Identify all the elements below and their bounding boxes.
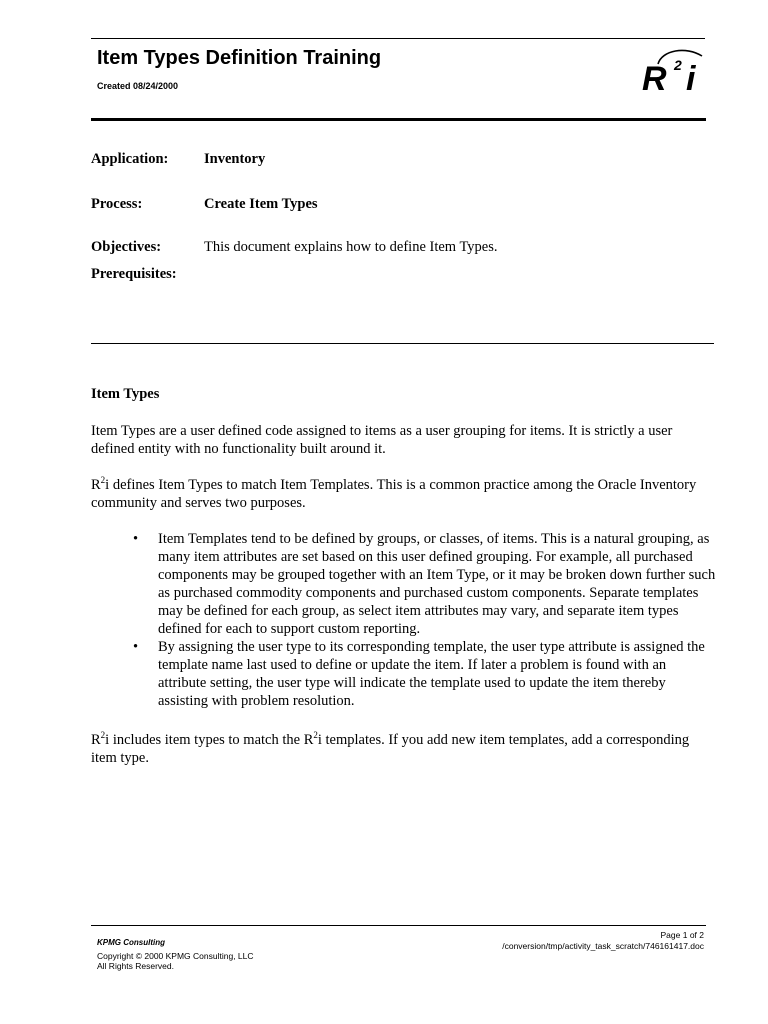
bullet-text: Item Templates tend to be defined by groups, or classes, of items. This is a natural grouping, as many item attributes are set based on this user defined grouping. For example, all purchased components may be grouped together with an Item Type, or it may be broken down further such as purchased commodity components and purchased custom components. Separate templates may be defined for each group, as select item attributes may vary, and separate item types defined for each to support custom reporting. [158, 531, 716, 637]
paragraph-3-text-b: i templates. If you add new item templates, add a corresponding item type. [91, 732, 690, 766]
r2i-r: R [91, 477, 101, 493]
document-title: Item Types Definition Training [97, 47, 382, 69]
objectives-value: This document explains how to define Item Types. [204, 239, 498, 255]
footer-rule [91, 925, 706, 926]
prerequisites-label: Prerequisites: [91, 266, 177, 282]
superscript-2: 2 [100, 730, 106, 741]
footer-brand: KPMG Consulting [97, 938, 165, 947]
header-bottom-rule [91, 118, 706, 121]
svg-text:i: i [686, 60, 696, 94]
section-divider [91, 343, 714, 344]
paragraph-2-text: i defines Item Types to match Item Templates. This is a common practice among the Oracle Inventory community and serves two purposes. [91, 477, 697, 511]
page-number: Page 1 of 2 [660, 930, 704, 940]
application-label: Application: [91, 151, 169, 167]
svg-text:R: R [642, 60, 667, 94]
copyright-line: Copyright © 2000 KPMG Consulting, LLC [97, 951, 254, 961]
paragraph-3-text-a: i includes item types to match the R [105, 732, 314, 748]
bullet-list [133, 530, 717, 710]
paragraph-3 [91, 731, 717, 767]
bullet-icon: • [133, 531, 139, 547]
application-value: Inventory [204, 151, 266, 167]
created-date: Created 08/24/2000 [97, 81, 179, 91]
bullet-text: By assigning the user type to its corresponding template, the user type attribute is assigned the template name last used to define or update the item. If later a problem is found with an attribute setting, the user type will indicate the template used to update the item thereby assisting with problem resolution. [158, 639, 705, 709]
header-top-rule [91, 38, 705, 39]
list-item [133, 530, 717, 638]
rights-line: All Rights Reserved. [97, 961, 175, 971]
footer-page-info [502, 930, 704, 952]
process-value: Create Item Types [204, 196, 318, 212]
paragraph-1: Item Types are a user defined code assigned to items as a user grouping for items. It is strictly a user defined entity with no functionality built around it. [91, 423, 673, 457]
file-path: /conversion/tmp/activity_task_scratch/746161417.doc [502, 941, 704, 951]
r2i-r: R [91, 732, 101, 748]
paragraph-2 [91, 476, 717, 512]
r2i-logo [640, 44, 704, 94]
svg-text:2: 2 [674, 57, 682, 73]
bullet-icon: • [133, 639, 139, 655]
objectives-label: Objectives: [91, 239, 162, 255]
superscript-2: 2 [100, 475, 106, 486]
footer-copyright [97, 951, 254, 971]
process-label: Process: [91, 196, 143, 212]
section-heading: Item Types [91, 386, 160, 402]
superscript-2: 2 [313, 730, 318, 741]
list-item [133, 638, 717, 710]
